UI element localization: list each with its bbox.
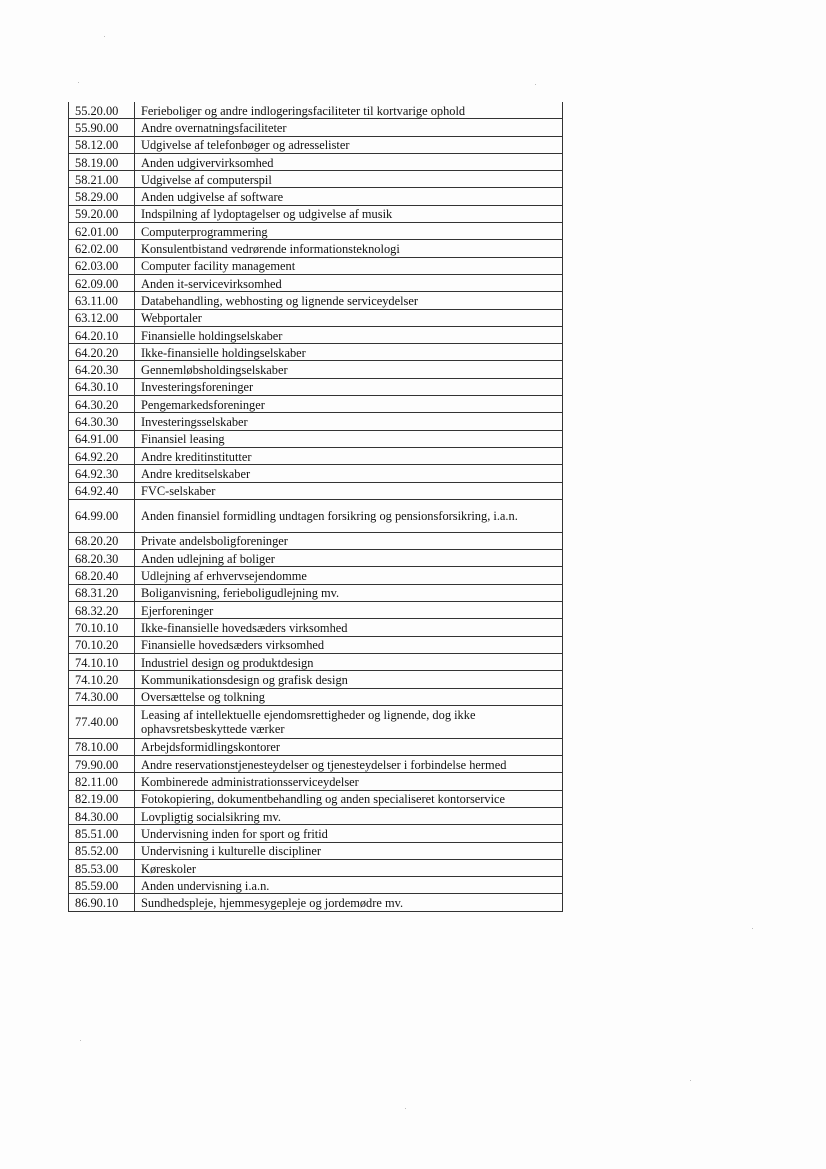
industry-code-cell: 64.30.30 xyxy=(69,413,135,430)
scan-speck xyxy=(535,84,536,85)
industry-description-cell: Arbejdsformidlingskontorer xyxy=(135,738,563,755)
industry-code-cell: 58.29.00 xyxy=(69,188,135,205)
industry-code-cell: 85.59.00 xyxy=(69,877,135,894)
industry-description-cell: Industriel design og produktdesign xyxy=(135,653,563,670)
industry-code-cell: 68.20.40 xyxy=(69,567,135,584)
industry-code-cell: 78.10.00 xyxy=(69,738,135,755)
table-row xyxy=(69,136,563,153)
table-row xyxy=(69,378,563,395)
industry-description-cell: Udgivelse af telefonbøger og adresselister xyxy=(135,136,563,153)
industry-code-cell: 64.92.40 xyxy=(69,482,135,499)
table-row xyxy=(69,653,563,670)
industry-description-cell: Computer facility management xyxy=(135,257,563,274)
industry-description-cell: Andre kreditselskaber xyxy=(135,465,563,482)
industry-code-cell: 64.92.20 xyxy=(69,447,135,464)
industry-description-cell: Gennemløbsholdingselskaber xyxy=(135,361,563,378)
industry-description-cell: Ejerforeninger xyxy=(135,602,563,619)
industry-code-cell: 62.01.00 xyxy=(69,223,135,240)
industry-code-cell: 58.19.00 xyxy=(69,153,135,170)
table-row xyxy=(69,361,563,378)
industry-description-cell: Udlejning af erhvervsejendomme xyxy=(135,567,563,584)
industry-code-cell: 70.10.10 xyxy=(69,619,135,636)
industry-code-table xyxy=(68,102,563,912)
industry-description-cell: Anden undervisning i.a.n. xyxy=(135,877,563,894)
table-row xyxy=(69,688,563,705)
industry-description-cell: Fotokopiering, dokumentbehandling og anden specialiseret kontorservice xyxy=(135,790,563,807)
industry-description-cell: Sundhedspleje, hjemmesygepleje og jordemødre mv. xyxy=(135,894,563,911)
industry-code-cell: 55.20.00 xyxy=(69,102,135,119)
table-row xyxy=(69,499,563,532)
industry-description-cell: Investeringsforeninger xyxy=(135,378,563,395)
industry-description-cell: Lovpligtig socialsikring mv. xyxy=(135,807,563,824)
industry-code-cell: 68.20.30 xyxy=(69,550,135,567)
industry-description-cell: Ikke-finansielle holdingselskaber xyxy=(135,344,563,361)
industry-code-cell: 82.19.00 xyxy=(69,790,135,807)
scan-speck xyxy=(78,82,79,83)
scan-speck xyxy=(752,928,753,929)
table-row xyxy=(69,188,563,205)
industry-description-cell: Anden udgivervirksomhed xyxy=(135,153,563,170)
industry-code-cell: 64.20.30 xyxy=(69,361,135,378)
table-row xyxy=(69,274,563,291)
table-row xyxy=(69,807,563,824)
table-row xyxy=(69,842,563,859)
table-row xyxy=(69,567,563,584)
table-row xyxy=(69,292,563,309)
industry-code-cell: 64.91.00 xyxy=(69,430,135,447)
industry-description-cell: Databehandling, webhosting og lignende serviceydelser xyxy=(135,292,563,309)
industry-code-cell: 77.40.00 xyxy=(69,705,135,738)
industry-description-cell: Computerprogrammering xyxy=(135,223,563,240)
table-row xyxy=(69,756,563,773)
industry-code-cell: 58.12.00 xyxy=(69,136,135,153)
industry-description-cell: Andre overnatningsfaciliteter xyxy=(135,119,563,136)
table-row xyxy=(69,413,563,430)
industry-code-cell: 85.53.00 xyxy=(69,859,135,876)
industry-description-cell: Private andelsboligforeninger xyxy=(135,532,563,549)
industry-description-cell: Finansielle hovedsæders virksomhed xyxy=(135,636,563,653)
table-row xyxy=(69,205,563,222)
scan-speck xyxy=(104,36,105,37)
industry-description-cell: Ferieboliger og andre indlogeringsfaciliteter til kortvarige ophold xyxy=(135,102,563,119)
scan-speck xyxy=(690,1080,691,1081)
table-row xyxy=(69,396,563,413)
industry-code-cell: 84.30.00 xyxy=(69,807,135,824)
industry-description-cell: Pengemarkedsforeninger xyxy=(135,396,563,413)
industry-description-cell: Undervisning inden for sport og fritid xyxy=(135,825,563,842)
industry-code-cell: 86.90.10 xyxy=(69,894,135,911)
industry-code-cell: 59.20.00 xyxy=(69,205,135,222)
table-row xyxy=(69,482,563,499)
table-row xyxy=(69,119,563,136)
industry-description-cell: FVC-selskaber xyxy=(135,482,563,499)
industry-description-cell: Anden finansiel formidling undtagen forsikring og pensionsforsikring, i.a.n. xyxy=(135,499,563,532)
industry-description-cell: Finansielle holdingselskaber xyxy=(135,326,563,343)
industry-code-cell: 74.10.10 xyxy=(69,653,135,670)
industry-code-cell: 74.10.20 xyxy=(69,671,135,688)
industry-description-cell: Andre reservationstjenesteydelser og tjenesteydelser i forbindelse hermed xyxy=(135,756,563,773)
table-row xyxy=(69,671,563,688)
table-row xyxy=(69,223,563,240)
industry-description-cell: Ikke-finansielle hovedsæders virksomhed xyxy=(135,619,563,636)
industry-description-cell: Boliganvisning, ferieboligudlejning mv. xyxy=(135,584,563,601)
industry-code-cell: 64.99.00 xyxy=(69,499,135,532)
scan-speck xyxy=(405,1108,406,1109)
table-row xyxy=(69,326,563,343)
table-row xyxy=(69,171,563,188)
industry-description-cell: Konsulentbistand vedrørende informationsteknologi xyxy=(135,240,563,257)
industry-code-cell: 64.92.30 xyxy=(69,465,135,482)
industry-description-cell: Anden udgivelse af software xyxy=(135,188,563,205)
table-row xyxy=(69,465,563,482)
industry-description-cell: Undervisning i kulturelle discipliner xyxy=(135,842,563,859)
industry-code-cell: 85.52.00 xyxy=(69,842,135,859)
industry-description-cell: Webportaler xyxy=(135,309,563,326)
industry-code-cell: 58.21.00 xyxy=(69,171,135,188)
table-row xyxy=(69,430,563,447)
industry-description-cell: Investeringsselskaber xyxy=(135,413,563,430)
industry-description-cell: Leasing af intellektuelle ejendomsrettigheder og lignende, dog ikke ophavsretsbeskyttede værker xyxy=(135,705,563,738)
industry-code-cell: 64.30.20 xyxy=(69,396,135,413)
industry-description-cell: Kommunikationsdesign og grafisk design xyxy=(135,671,563,688)
table-row xyxy=(69,602,563,619)
table-row xyxy=(69,344,563,361)
industry-code-cell: 62.03.00 xyxy=(69,257,135,274)
industry-code-cell: 85.51.00 xyxy=(69,825,135,842)
table-row xyxy=(69,636,563,653)
table-row xyxy=(69,550,563,567)
industry-description-cell: Anden udlejning af boliger xyxy=(135,550,563,567)
industry-code-cell: 64.20.10 xyxy=(69,326,135,343)
industry-code-cell: 64.20.20 xyxy=(69,344,135,361)
table-row xyxy=(69,309,563,326)
industry-code-cell: 68.32.20 xyxy=(69,602,135,619)
industry-code-cell: 70.10.20 xyxy=(69,636,135,653)
table-row xyxy=(69,773,563,790)
table-row xyxy=(69,738,563,755)
industry-code-cell: 62.09.00 xyxy=(69,274,135,291)
table-row xyxy=(69,584,563,601)
table-row xyxy=(69,894,563,911)
industry-code-cell: 68.31.20 xyxy=(69,584,135,601)
industry-code-cell: 63.12.00 xyxy=(69,309,135,326)
table-row xyxy=(69,257,563,274)
table-row xyxy=(69,240,563,257)
table-row xyxy=(69,705,563,738)
industry-code-cell: 62.02.00 xyxy=(69,240,135,257)
industry-description-cell: Udgivelse af computerspil xyxy=(135,171,563,188)
industry-code-cell: 82.11.00 xyxy=(69,773,135,790)
industry-description-cell: Anden it-servicevirksomhed xyxy=(135,274,563,291)
industry-description-cell: Andre kreditinstitutter xyxy=(135,447,563,464)
table-row xyxy=(69,825,563,842)
industry-code-table-body xyxy=(69,102,563,911)
industry-description-cell: Oversættelse og tolkning xyxy=(135,688,563,705)
industry-code-cell: 74.30.00 xyxy=(69,688,135,705)
scan-speck xyxy=(80,1040,81,1041)
industry-description-cell: Indspilning af lydoptagelser og udgivelse af musik xyxy=(135,205,563,222)
table-row xyxy=(69,790,563,807)
table-row xyxy=(69,447,563,464)
industry-code-cell: 63.11.00 xyxy=(69,292,135,309)
table-row xyxy=(69,877,563,894)
table-row xyxy=(69,619,563,636)
industry-code-cell: 55.90.00 xyxy=(69,119,135,136)
table-row xyxy=(69,532,563,549)
industry-code-cell: 68.20.20 xyxy=(69,532,135,549)
table-row xyxy=(69,859,563,876)
table-row xyxy=(69,102,563,119)
industry-code-cell: 64.30.10 xyxy=(69,378,135,395)
table-row xyxy=(69,153,563,170)
industry-description-cell: Finansiel leasing xyxy=(135,430,563,447)
industry-description-cell: Kombinerede administrationsserviceydelser xyxy=(135,773,563,790)
industry-description-cell: Køreskoler xyxy=(135,859,563,876)
industry-code-cell: 79.90.00 xyxy=(69,756,135,773)
